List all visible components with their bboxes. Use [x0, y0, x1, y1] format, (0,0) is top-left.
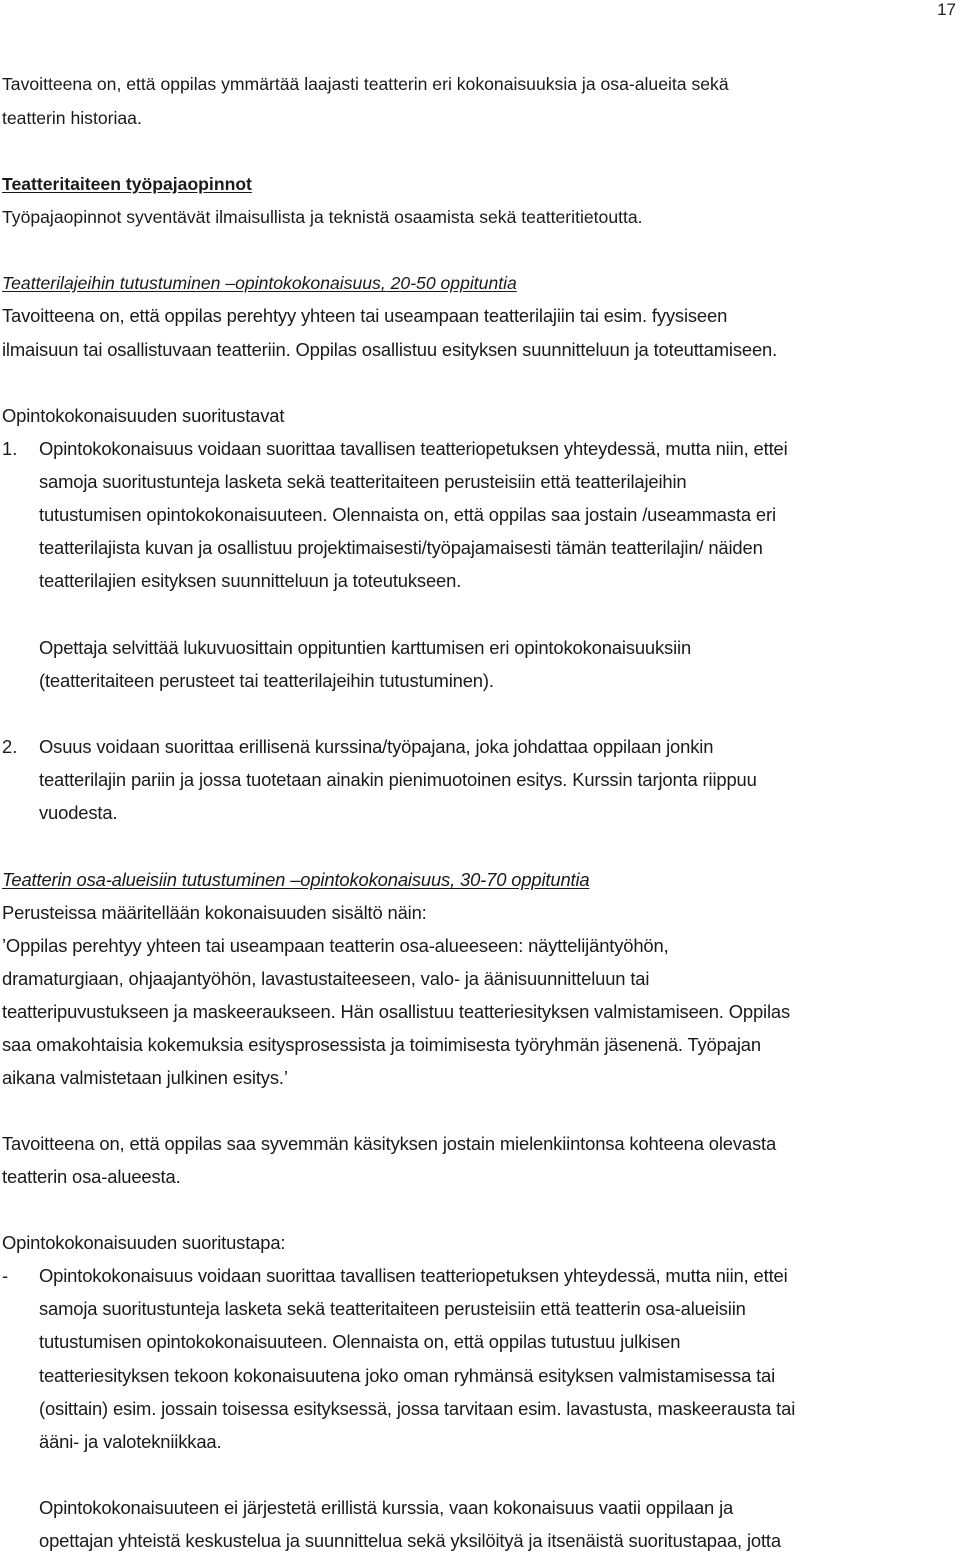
list-dash: -	[2, 1265, 9, 1286]
paragraph-line: saa omakohtaisia kokemuksia esitysprosessista ja toimimisesta työryhmän jäsenenä. Työpajan	[2, 1034, 761, 1055]
subheading-completion-method: Opintokokonaisuuden suoritustapa:	[2, 1232, 286, 1253]
list-item-line: samoja suoritustunteja lasketa sekä teatteritaiteen perusteisiin että teatterilajeihin	[39, 471, 687, 492]
section-heading-theatre-genres	[2, 271, 517, 295]
list-item-line: teatteriesityksen tekoon kokonaisuutena joko oman ryhmänsä esityksen valmistamisessa tai	[39, 1365, 776, 1386]
heading-part: –opintokokonaisuus, 30-70 oppituntia	[290, 869, 590, 890]
paragraph-line: Perusteissa määritellään kokonaisuuden sisältö näin:	[2, 902, 427, 923]
paragraph-line: Tavoitteena on, että oppilas saa syvemmän käsityksen jostain mielenkiintonsa kohteena olevasta	[2, 1133, 777, 1154]
subheading-completion-methods: Opintokokonaisuuden suoritustavat	[2, 405, 285, 426]
paragraph-line: aikana valmistetaan julkinen esitys.’	[2, 1067, 288, 1088]
list-item-line: samoja suoritustunteja lasketa sekä teatteritaiteen perusteisiin että teatterin osa-alueisiin	[39, 1298, 746, 1319]
paragraph-line: teatterin historiaa.	[2, 108, 142, 128]
list-item-line: Opettaja selvittää lukuvuosittain oppituntien karttumisen eri opintokokonaisuuksiin	[39, 637, 692, 658]
paragraph-line: Tavoitteena on, että oppilas ymmärtää laajasti teatterin eri kokonaisuuksia ja osa-alueita sekä	[2, 74, 729, 94]
list-item-line: (teatteritaiteen perusteet tai teatterilajeihin tutustuminen).	[39, 670, 494, 691]
list-item-line: Opintokokonaisuus voidaan suorittaa tavallisen teatteriopetuksen yhteydessä, mutta niin, ettei	[39, 438, 788, 459]
paragraph-line: ’Oppilas perehtyy yhteen tai useampaan teatterin osa-alueeseen: näyttelijäntyöhön,	[2, 935, 669, 956]
paragraph-line: ilmaisuun tai osallistuvaan teatteriin. Oppilas osallistuu esityksen suunnitteluun ja toteuttamiseen.	[2, 339, 778, 360]
heading-part: Teatterin osa-alueisiin tutustuminen	[2, 869, 291, 890]
list-item-line: Opintokokonaisuuteen ei järjestetä erillistä kurssia, vaan kokonaisuus vaatii oppilaan ja	[39, 1497, 734, 1518]
paragraph-line: Tavoitteena on, että oppilas perehtyy yhteen tai useampaan teatterilajiin tai esim. fyysiseen	[2, 305, 728, 326]
list-item-line: teatterilajin pariin ja jossa tuotetaan ainakin pienimuotoinen esitys. Kurssin tarjonta riippuu	[39, 769, 757, 790]
list-item-line: Osuus voidaan suorittaa erillisenä kurssina/työpajana, joka johdattaa oppilaan jonkin	[39, 736, 714, 757]
list-item-line: opettajan yhteistä keskustelua ja suunnittelua sekä yksilöityä ja itsenäistä suoritustapaa, jotta	[39, 1530, 781, 1551]
list-item-line: teatterilajien esityksen suunnitteluun ja toteutukseen.	[39, 570, 462, 591]
list-item-line: Opintokokonaisuus voidaan suorittaa tavallisen teatteriopetuksen yhteydessä, mutta niin, ettei	[39, 1265, 788, 1286]
heading-part: Teatterilajeihin tutustuminen	[2, 273, 226, 293]
paragraph-line: dramaturgiaan, ohjaajantyöhön, lavastustaiteeseen, valo- ja äänisuunnitteluun tai	[2, 968, 650, 989]
section-heading-theatre-areas	[2, 868, 590, 892]
heading-part: –opintokokonaisuus, 20-50 oppituntia	[225, 273, 517, 293]
list-item-line: (osittain) esim. jossain toisessa esityksessä, jossa tarvitaan esim. lavastusta, maskeerausta tai	[39, 1398, 796, 1419]
page-number: 17	[937, 0, 956, 19]
list-item-line: tutustumisen opintokokonaisuuteen. Olennaista on, että oppilas saa jostain /useammasta eri	[39, 504, 776, 525]
section-heading-workshop-studies: Teatteritaiteen työpajaopinnot	[2, 174, 252, 194]
paragraph-line: teatterin osa-alueesta.	[2, 1166, 181, 1187]
paragraph-line: teatteripuvustukseen ja maskeeraukseen. Hän osallistuu teatteriesityksen valmistamiseen. Oppilas	[2, 1001, 791, 1022]
list-item-line: tutustumisen opintokokonaisuuteen. Olennaista on, että oppilas tutustuu julkisen	[39, 1331, 681, 1352]
list-number: 2.	[2, 736, 18, 757]
list-item-line: teatterilajista kuvan ja osallistuu projektimaisesti/työpajamaisesti tämän teatterilajin/ näiden	[39, 537, 763, 558]
paragraph-line: Työpajaopinnot syventävät ilmaisullista ja teknistä osaamista sekä teatteritietoutta.	[2, 207, 643, 227]
list-number: 1.	[2, 438, 18, 459]
list-item-line: vuodesta.	[39, 802, 118, 823]
list-item-line: ääni- ja valotekniikkaa.	[39, 1431, 222, 1452]
